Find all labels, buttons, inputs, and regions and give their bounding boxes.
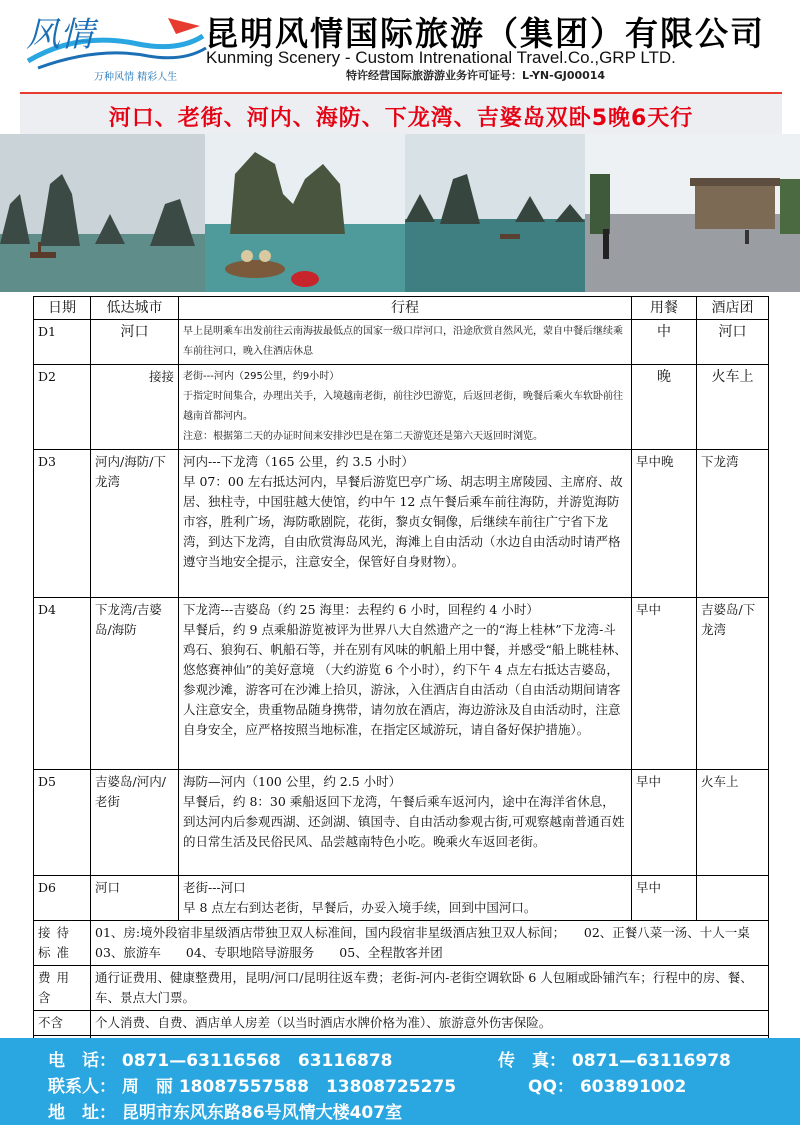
logo-slogan: 万种风情 精彩人生 [94, 72, 178, 83]
header-itinerary: 行程 [179, 297, 632, 320]
day-itinerary: 海防—河内（100 公里，约 2.5 小时） 早餐后，约 8：30 乘船返回下龙湾，午餐后乘车返河内，途中在海洋省休息，到达河内后参观西湖、还剑湖、镇国寺、自由活动参观古街,可观察越南普通百姓的日常生活及民俗民风、品尝越南特色小吃。晚乘火车返回老街。 [179, 770, 632, 876]
itinerary-table [33, 296, 775, 1061]
license-number: 特许经营国际旅游游业务许可证号：L-YN-GJ00014 [346, 69, 606, 82]
day-label: D5 [34, 770, 91, 876]
day-hotel: 火车上 [697, 365, 769, 450]
table-header-row [34, 297, 769, 320]
day-itinerary: 河内---下龙湾（165 公里，约 3.5 小时） 早 07：00 左右抵达河内，早餐后游览巴亭广场、胡志明主席陵园、主席府、故居、独柱寺，中国驻越大使馆，约中午 12 点午餐后乘车前往海防，并游览海防市容，胜利广场，海防歌剧院，花街，黎贞女铜像，后继续车前往广宁省下龙湾，到达下龙湾，自由欣赏海岛风光，海滩上自由活动（水边自由活动时请严格遵守当地安全提示，注意安全，保管好自身财物）。 [179, 450, 632, 598]
tour-title-bar [20, 92, 782, 136]
header-meal: 用餐 [632, 297, 697, 320]
day-label: D2 [34, 365, 91, 450]
day-itinerary: 老街---河内（295公里，约9小时） 于指定时间集合，办理出关手，入境越南老街，前往沙巴游览，后返回老街，晚餐后乘火车软卧前往越南首都河内。 注意：根据第二天的办证时间来安排沙巴是在第二天游览还是第六天返回时浏览。 [179, 365, 632, 450]
photo-bay-view [405, 134, 585, 292]
table-row-d6 [34, 876, 769, 921]
header-city: 低达城市 [91, 297, 179, 320]
day-label: D1 [34, 320, 91, 365]
fax-row [498, 1046, 731, 1071]
day-city: 河口 [91, 320, 179, 365]
day-hotel: 吉婆岛/下龙湾 [697, 598, 769, 770]
day-city: 接接 [91, 365, 179, 450]
table-row-standard [34, 921, 769, 966]
table-row-d1 [34, 320, 769, 365]
qq-number: 603891002 [579, 1077, 687, 1097]
day-label: D3 [34, 450, 91, 598]
tour-title: 河口、老街、河内、海防、下龙湾、吉婆岛双卧5晚6天行 [108, 106, 694, 131]
day-hotel: 火车上 [697, 770, 769, 876]
address-label: 地 址： [48, 1103, 116, 1123]
logo-text: 风情 [26, 15, 94, 55]
header-date: 日期 [34, 297, 91, 320]
included-text: 通行证费用、健康整费用，昆明/河口/昆明往返车费；老街-河内-老街空调软卧 6 人包厢或卧铺汽车；行程中的房、餐、车、景点大门票。 [91, 966, 769, 1011]
contact-footer [0, 1038, 800, 1125]
company-name-en: Kunming Scenery - Custom Intrenational Travel.Co.,GRP LTD. [206, 48, 676, 67]
company-logo [18, 6, 208, 86]
table-row-included [34, 966, 769, 1011]
day-hotel: 下龙湾 [697, 450, 769, 598]
day-meal: 早中 [632, 770, 697, 876]
phone-number: 0871—63116568 63116878 [121, 1051, 393, 1071]
phone-label: 电 话： [48, 1051, 116, 1071]
day-meal: 早中 [632, 876, 697, 921]
day-city: 下龙湾/吉婆岛/海防 [91, 598, 179, 770]
qq-row [528, 1072, 686, 1097]
photo-halong-boat [0, 134, 205, 292]
day-label: D6 [34, 876, 91, 921]
day-meal: 早中 [632, 598, 697, 770]
contact-row [48, 1072, 456, 1097]
table-row-d5 [34, 770, 769, 876]
table-row-d2 [34, 365, 769, 450]
table-row-excluded [34, 1011, 769, 1036]
fax-label: 传 真： [498, 1051, 566, 1071]
day-itinerary: 老街---河口 早 8 点左右到达老街，早餐后，办妥入境手续，回到中国河口。 [179, 876, 632, 921]
header-hotel: 酒店团 [697, 297, 769, 320]
day-city: 河口 [91, 876, 179, 921]
day-meal: 中 [632, 320, 697, 365]
company-name-cn: 昆明风情国际旅游（集团）有限公司 [205, 14, 765, 53]
photo-strip [0, 134, 800, 292]
excluded-text: 个人消费、自费、酒店单人房差（以当时酒店水牌价格为准）、旅游意外伤害保险。 [91, 1011, 769, 1036]
day-label: D4 [34, 598, 91, 770]
contact-label: 联系人： [48, 1077, 116, 1097]
day-meal: 早中晚 [632, 450, 697, 598]
fax-number: 0871—63116978 [571, 1051, 731, 1071]
standard-label: 接待标准 [34, 921, 91, 966]
day-city: 吉婆岛/河内/老街 [91, 770, 179, 876]
day-hotel [697, 876, 769, 921]
table-row-d3 [34, 450, 769, 598]
included-label: 费用含 [34, 966, 91, 1011]
table-row-d4 [34, 598, 769, 770]
photo-rock-islands [205, 134, 405, 292]
photo-mausoleum-square [585, 134, 800, 292]
day-itinerary: 下龙湾---吉婆岛（约 25 海里：去程约 6 小时，回程约 4 小时） 早餐后，约 9 点乘船游览被评为世界八大自然遗产之一的“海上桂林”下龙湾-斗鸡石、狼狗石、帆船石等，并在别有风味的帆船上用中餐，并感受“船上眺桂林、悠悠赛神仙”的美好意境 （大约游览 6 个小时），约下午 4 点左右抵达吉婆岛，参观沙滩，游客可在沙滩上拾贝，游泳，入住酒店自由活动（自由活动期间请客人注意安全，贵重物品随身携带，请勿放在酒店，海边游泳及自由活动时，注意自身安全，应严格按照当地标准，在指定区域游玩，请自备好保护措施）。 [179, 598, 632, 770]
day-city: 河内/海防/下龙湾 [91, 450, 179, 598]
qq-label: QQ： [528, 1077, 574, 1097]
standard-text: 01、房:境外段宿非星级酒店带独卫双人标准间，国内段宿非星级酒店独卫双人标间； 02、正餐八菜一汤、十人一桌 03、旅游车 04、专职地陪导游服务 05、全程散客并团 [91, 921, 769, 966]
day-meal: 晚 [632, 365, 697, 450]
phone-row [48, 1046, 393, 1071]
address-row [48, 1098, 402, 1123]
header [0, 0, 800, 88]
day-itinerary: 早上昆明乘车出发前往云南海拔最低点的国家一级口岸河口，沿途欣赏自然风光，蒙自中餐后继续乘车前往河口，晚入住酒店休息 [179, 320, 632, 365]
day-hotel: 河口 [697, 320, 769, 365]
excluded-label: 不含 [34, 1011, 91, 1036]
address-text: 昆明市东风东路86号风情大楼407室 [121, 1103, 403, 1123]
contact-person: 周 丽 18087557588 13808725275 [121, 1077, 457, 1097]
